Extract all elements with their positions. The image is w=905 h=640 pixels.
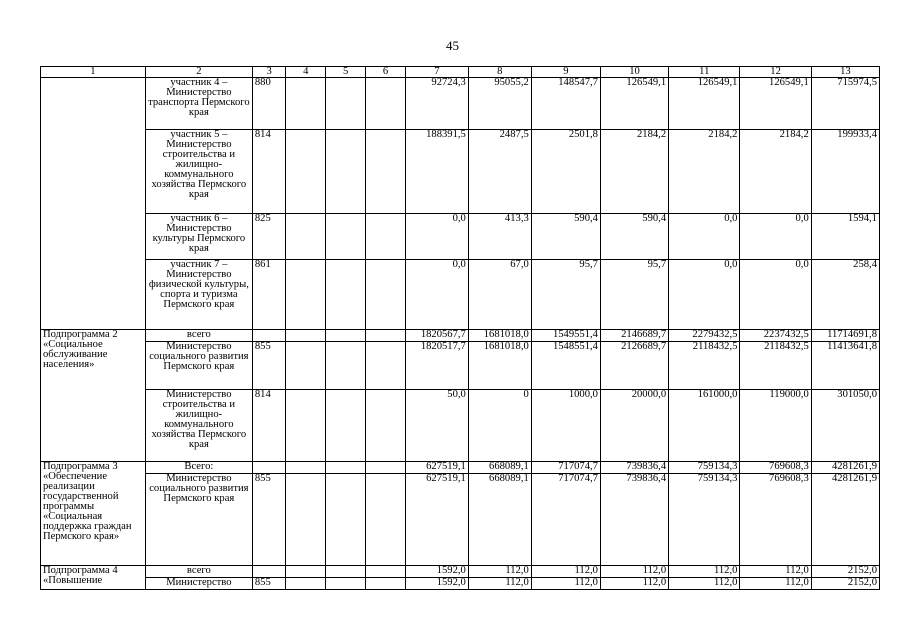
empty-cell — [286, 578, 326, 590]
code-cell: 880 — [252, 78, 286, 130]
value-cell: 1549551,4 — [531, 330, 600, 342]
empty-cell — [326, 130, 366, 214]
participant-cell: Министерство социального развития Пермского края — [145, 474, 252, 566]
value-cell: 92724,3 — [405, 78, 468, 130]
value-cell: 590,4 — [600, 214, 668, 260]
table-row — [41, 260, 880, 330]
subprogram-cell: Подпрограмма 4 «Повышение — [41, 566, 146, 590]
empty-cell — [326, 330, 366, 342]
empty-cell — [326, 78, 366, 130]
value-cell: 112,0 — [669, 578, 740, 590]
empty-cell — [286, 566, 326, 578]
value-cell: 0,0 — [405, 214, 468, 260]
value-cell: 759134,3 — [669, 462, 740, 474]
value-cell: 0,0 — [740, 214, 811, 260]
code-cell: 825 — [252, 214, 286, 260]
value-cell: 2146689,7 — [600, 330, 668, 342]
code-cell: 814 — [252, 130, 286, 214]
value-cell: 717074,7 — [531, 462, 600, 474]
value-cell: 715974,5 — [811, 78, 879, 130]
table-row — [41, 330, 880, 342]
subprogram-cell: Подпрограмма 3 «Обеспечение реализации государственной программы «Социальная поддержка граждан Пермского края» — [41, 462, 146, 566]
empty-cell — [286, 78, 326, 130]
value-cell: 112,0 — [600, 566, 668, 578]
value-cell: 2152,0 — [811, 566, 879, 578]
value-cell: 1548551,4 — [531, 342, 600, 390]
subprogram-cell: Подпрограмма 2 «Социальное обслуживание населения» — [41, 330, 146, 462]
value-cell: 1681018,0 — [468, 330, 531, 342]
empty-cell — [366, 214, 406, 260]
value-cell: 11413641,8 — [811, 342, 879, 390]
empty-cell — [366, 342, 406, 390]
value-cell: 112,0 — [600, 578, 668, 590]
value-cell: 1592,0 — [405, 578, 468, 590]
column-header: 7 — [405, 67, 468, 78]
value-cell: 627519,1 — [405, 462, 468, 474]
value-cell: 95,7 — [531, 260, 600, 330]
empty-cell — [366, 462, 406, 474]
column-header: 9 — [531, 67, 600, 78]
participant-cell: участник 4 – Министерство транспорта Пермского края — [145, 78, 252, 130]
value-cell: 95,7 — [600, 260, 668, 330]
value-cell: 112,0 — [531, 578, 600, 590]
empty-cell — [286, 330, 326, 342]
table-header-row — [41, 67, 880, 78]
value-cell: 50,0 — [405, 390, 468, 462]
column-header: 1 — [41, 67, 146, 78]
code-cell — [252, 330, 286, 342]
value-cell: 126549,1 — [740, 78, 811, 130]
column-header: 6 — [366, 67, 406, 78]
empty-cell — [326, 462, 366, 474]
participant-cell: Министерство строительства и жилищно-коммунального хозяйства Пермского края — [145, 390, 252, 462]
table-row — [41, 462, 880, 474]
empty-cell — [326, 342, 366, 390]
page-number: 45 — [446, 38, 459, 53]
value-cell: 1820517,7 — [405, 342, 468, 390]
value-cell: 2237432,5 — [740, 330, 811, 342]
value-cell: 769608,3 — [740, 474, 811, 566]
code-cell: 861 — [252, 260, 286, 330]
empty-cell — [366, 474, 406, 566]
value-cell: 112,0 — [740, 578, 811, 590]
value-cell: 258,4 — [811, 260, 879, 330]
column-header: 2 — [145, 67, 252, 78]
value-cell: 11714691,8 — [811, 330, 879, 342]
empty-cell — [286, 474, 326, 566]
column-header: 3 — [252, 67, 286, 78]
participant-cell: участник 6 – Министерство культуры Пермского края — [145, 214, 252, 260]
value-cell: 112,0 — [740, 566, 811, 578]
value-cell: 95055,2 — [468, 78, 531, 130]
value-cell: 769608,3 — [740, 462, 811, 474]
participant-cell: всего — [145, 566, 252, 578]
empty-cell — [286, 260, 326, 330]
value-cell: 759134,3 — [669, 474, 740, 566]
empty-cell — [286, 390, 326, 462]
column-header: 10 — [600, 67, 668, 78]
empty-cell — [366, 78, 406, 130]
value-cell: 2184,2 — [600, 130, 668, 214]
value-cell: 0,0 — [669, 260, 740, 330]
value-cell: 668089,1 — [468, 474, 531, 566]
value-cell: 20000,0 — [600, 390, 668, 462]
value-cell: 1820567,7 — [405, 330, 468, 342]
table-row — [41, 390, 880, 462]
empty-cell — [326, 260, 366, 330]
table-row — [41, 474, 880, 566]
value-cell: 161000,0 — [669, 390, 740, 462]
value-cell: 1592,0 — [405, 566, 468, 578]
column-header: 8 — [468, 67, 531, 78]
value-cell: 2118432,5 — [669, 342, 740, 390]
empty-cell — [286, 342, 326, 390]
value-cell: 199933,4 — [811, 130, 879, 214]
value-cell: 119000,0 — [740, 390, 811, 462]
value-cell: 188391,5 — [405, 130, 468, 214]
table-row — [41, 214, 880, 260]
participant-cell: участник 5 – Министерство строительства и жилищно-коммунального хозяйства Пермского края — [145, 130, 252, 214]
value-cell: 668089,1 — [468, 462, 531, 474]
empty-cell — [366, 390, 406, 462]
participant-cell: участник 7 – Министерство физической культуры, спорта и туризма Пермского края — [145, 260, 252, 330]
empty-cell — [286, 462, 326, 474]
code-cell: 855 — [252, 342, 286, 390]
value-cell: 627519,1 — [405, 474, 468, 566]
empty-cell — [366, 578, 406, 590]
empty-cell — [286, 214, 326, 260]
table-row — [41, 78, 880, 130]
column-header: 5 — [326, 67, 366, 78]
code-cell: 814 — [252, 390, 286, 462]
code-cell: 855 — [252, 578, 286, 590]
value-cell: 413,3 — [468, 214, 531, 260]
empty-cell — [326, 566, 366, 578]
value-cell: 4281261,9 — [811, 462, 879, 474]
column-header: 12 — [740, 67, 811, 78]
empty-cell — [366, 566, 406, 578]
value-cell: 112,0 — [531, 566, 600, 578]
code-cell: 855 — [252, 474, 286, 566]
participant-cell: Министерство — [145, 578, 252, 590]
code-cell — [252, 566, 286, 578]
value-cell: 1681018,0 — [468, 342, 531, 390]
value-cell: 2126689,7 — [600, 342, 668, 390]
value-cell: 1000,0 — [531, 390, 600, 462]
empty-cell — [326, 474, 366, 566]
value-cell: 112,0 — [669, 566, 740, 578]
value-cell: 2487,5 — [468, 130, 531, 214]
value-cell: 2279432,5 — [669, 330, 740, 342]
value-cell: 2184,2 — [740, 130, 811, 214]
empty-cell — [286, 130, 326, 214]
column-header: 13 — [811, 67, 879, 78]
value-cell: 126549,1 — [669, 78, 740, 130]
empty-cell — [366, 130, 406, 214]
empty-cell — [326, 390, 366, 462]
empty-cell — [326, 578, 366, 590]
participant-cell: всего — [145, 330, 252, 342]
value-cell: 112,0 — [468, 566, 531, 578]
budget-table — [40, 66, 880, 590]
code-cell — [252, 462, 286, 474]
value-cell: 0,0 — [669, 214, 740, 260]
value-cell: 4281261,9 — [811, 474, 879, 566]
participant-cell: Министерство социального развития Пермского края — [145, 342, 252, 390]
value-cell: 2501,8 — [531, 130, 600, 214]
value-cell: 148547,7 — [531, 78, 600, 130]
table-row — [41, 578, 880, 590]
empty-cell — [366, 330, 406, 342]
value-cell: 2118432,5 — [740, 342, 811, 390]
value-cell: 67,0 — [468, 260, 531, 330]
value-cell: 739836,4 — [600, 462, 668, 474]
table-row — [41, 130, 880, 214]
participant-cell: Всего: — [145, 462, 252, 474]
value-cell: 126549,1 — [600, 78, 668, 130]
column-header: 4 — [286, 67, 326, 78]
value-cell: 0,0 — [740, 260, 811, 330]
empty-cell — [366, 260, 406, 330]
value-cell: 112,0 — [468, 578, 531, 590]
value-cell: 0,0 — [405, 260, 468, 330]
value-cell: 590,4 — [531, 214, 600, 260]
value-cell: 717074,7 — [531, 474, 600, 566]
empty-cell — [326, 214, 366, 260]
value-cell: 0 — [468, 390, 531, 462]
table-row — [41, 342, 880, 390]
value-cell: 1594,1 — [811, 214, 879, 260]
value-cell: 2184,2 — [669, 130, 740, 214]
table-row — [41, 566, 880, 578]
program-cell — [41, 78, 146, 330]
value-cell: 301050,0 — [811, 390, 879, 462]
column-header: 11 — [669, 67, 740, 78]
value-cell: 2152,0 — [811, 578, 879, 590]
value-cell: 739836,4 — [600, 474, 668, 566]
